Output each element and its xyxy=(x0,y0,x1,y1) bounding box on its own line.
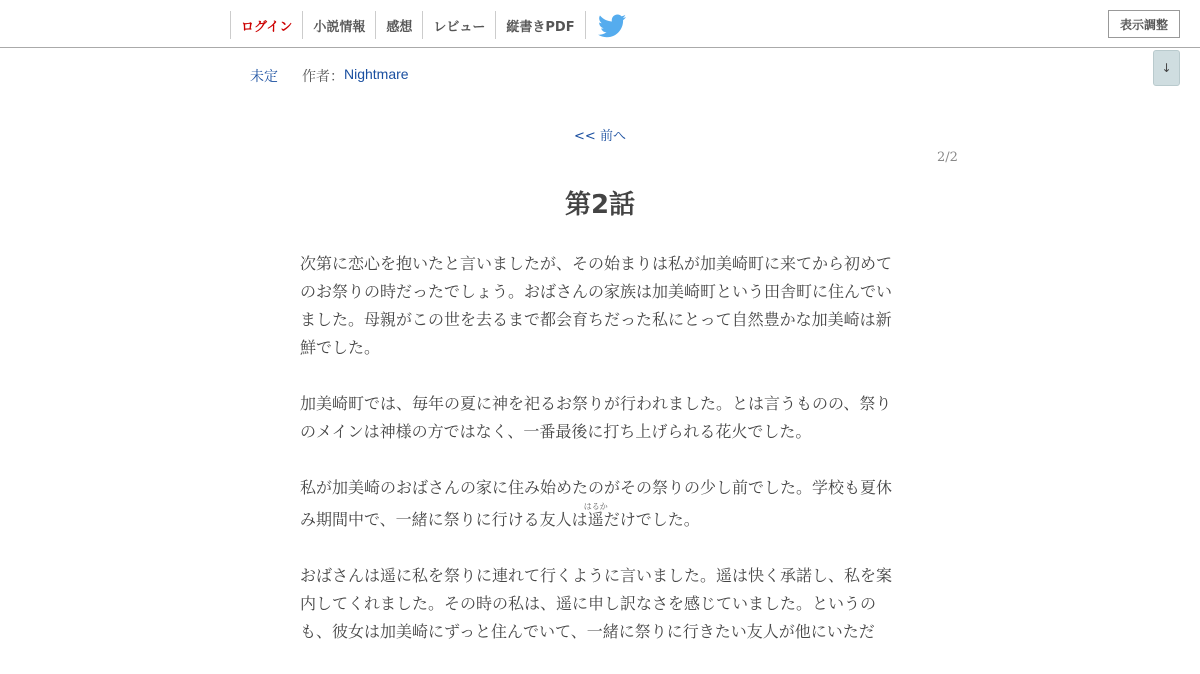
text-line: 次第に恋心を抱いたと言いましたが、その始まりは私が加美崎町に来てから初めて xyxy=(300,254,893,273)
chapter-title: 第2話 xyxy=(564,190,636,220)
text-fragment: だけでした。 xyxy=(603,510,700,529)
page-number: 2/2 xyxy=(937,150,958,165)
prev-page-link[interactable]: << 前へ xyxy=(574,129,626,144)
text-line: のお祭りの時だったでしょう。おばさんの家族は加美崎町という田舎町に住んでい xyxy=(300,282,893,301)
paragraph-3 xyxy=(300,474,900,534)
text-line: 内してくれました。その時の私は、遥に申し訳なさを感じていました。というの xyxy=(300,594,877,613)
paragraph-2 xyxy=(300,390,900,446)
ruby-reading: はるか xyxy=(583,502,608,511)
display-adjust-button[interactable]: 表示調整 xyxy=(1108,10,1180,38)
impressions-link[interactable]: 感想 xyxy=(375,11,422,39)
chapter-body xyxy=(300,250,900,674)
furigana-ruby xyxy=(583,502,608,529)
review-link[interactable]: レビュー xyxy=(422,11,495,39)
text-line: おばさんは遥に私を祭りに連れて行くように言いました。遥は快く承諾し、私を案 xyxy=(300,566,893,585)
text-line: ました。母親がこの世を去るまで都会育ちだった私にとって自然豊かな加美崎は新 xyxy=(300,310,892,329)
twitter-bird-icon[interactable] xyxy=(598,14,626,38)
author-label: 作者： xyxy=(302,69,344,85)
text-line xyxy=(300,502,900,534)
login-link[interactable]: ログイン xyxy=(230,11,302,39)
paragraph-1 xyxy=(300,250,900,362)
text-fragment: み期間中で、一緒に祭りに行ける友人は xyxy=(300,510,588,529)
text-line: 鮮でした。 xyxy=(300,338,381,357)
ruby-base: 遥 xyxy=(583,510,608,529)
text-line: 私が加美崎のおばさんの家に住み始めたのがその祭りの少し前でした。学校も夏休 xyxy=(300,478,893,497)
nav-menu xyxy=(230,11,586,39)
novel-info-link[interactable]: 小説情報 xyxy=(302,11,375,39)
prev-page-row xyxy=(0,125,1200,144)
author-link[interactable]: Nightmare xyxy=(344,66,409,82)
text-line: のメインは神様の方ではなく、一番最後に打ち上げられる花火でした。 xyxy=(300,422,812,441)
paragraph-4 xyxy=(300,562,900,646)
scroll-down-button[interactable]: ↓ xyxy=(1153,50,1180,86)
top-navigation-bar xyxy=(0,0,1200,48)
text-line: 加美崎町では、毎年の夏に神を祀るお祭りが行われました。とは言うものの、祭り xyxy=(300,394,892,413)
vertical-pdf-link[interactable]: 縦書きPDF xyxy=(495,11,585,39)
text-line: も、彼女は加美崎にずっと住んでいて、一緒に祭りに行きたい友人が他にいただ xyxy=(300,622,875,641)
series-link[interactable]: 未定 xyxy=(250,69,278,85)
